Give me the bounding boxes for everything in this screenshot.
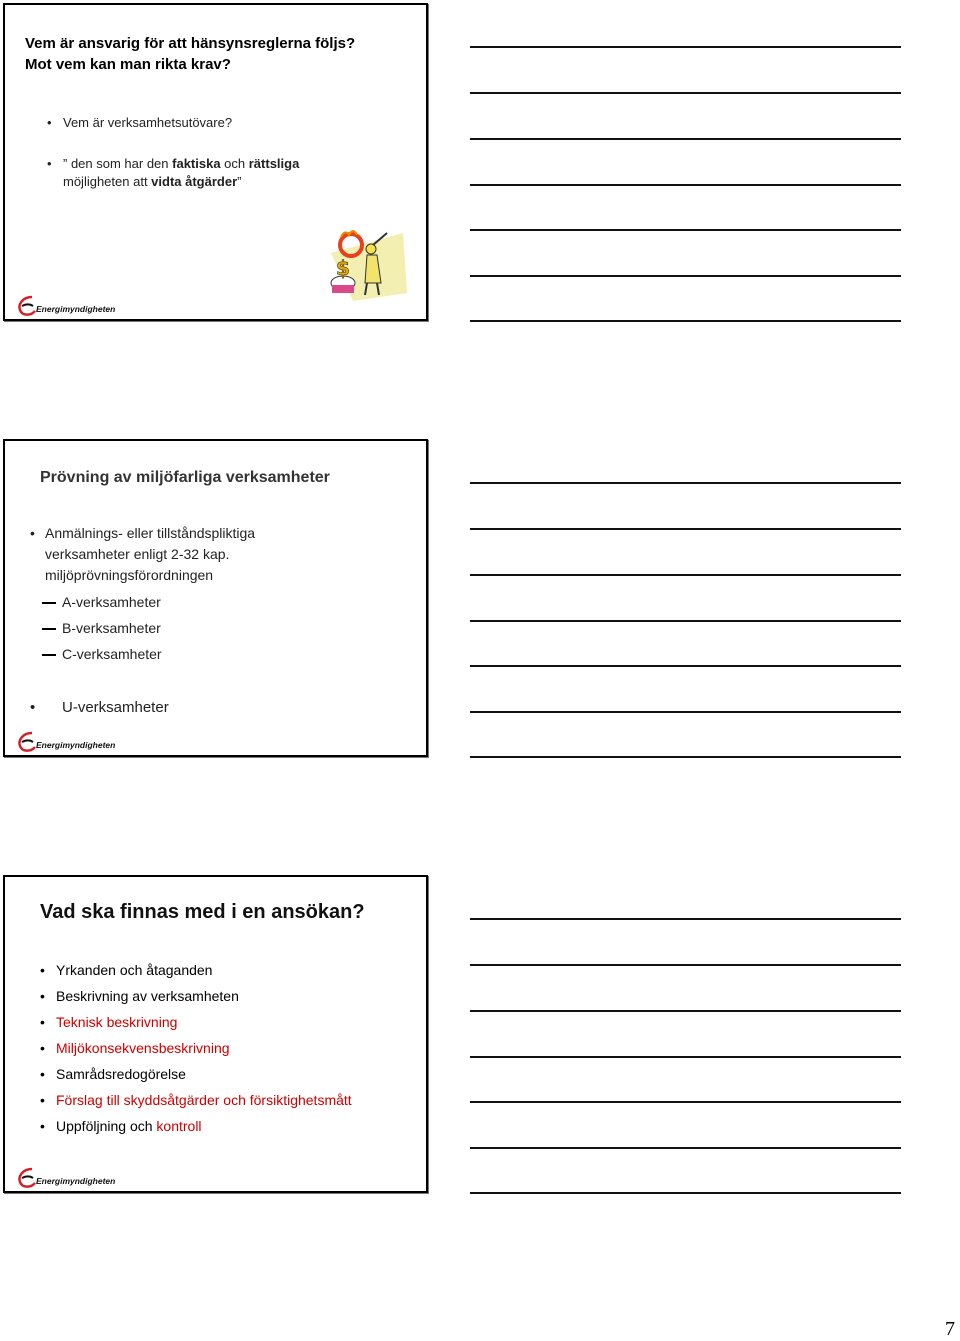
list-item: • Samrådsredogörelse: [56, 1061, 352, 1087]
note-line: [470, 1010, 901, 1012]
sub-item-b: B-verksamheter: [45, 615, 315, 641]
note-line: [470, 665, 901, 667]
note-line: [470, 1147, 901, 1149]
energimyndigheten-logo: [16, 731, 126, 753]
note-line: [470, 918, 901, 920]
list-item: • Yrkanden och åtaganden: [56, 957, 352, 983]
list-item: • Beskrivning av verksamheten: [56, 983, 352, 1009]
slide-3-title: Vad ska finnas med i en ansökan?: [40, 901, 365, 923]
svg-text:Energimyndigheten: Energimyndigheten: [36, 740, 116, 750]
note-line: [470, 756, 901, 758]
bullet-verksamhetsutovare: • Vem är verksamhetsutövare?: [63, 114, 299, 132]
note-line: [470, 92, 901, 94]
list-item: • Miljökonsekvensbeskrivning: [56, 1035, 352, 1061]
note-line: [470, 1192, 901, 1194]
note-line: [470, 711, 901, 713]
slide-3-list: [56, 957, 352, 1139]
energimyndigheten-logo: [16, 1167, 126, 1189]
note-line: [470, 574, 901, 576]
note-line: [470, 46, 901, 48]
slide-3: [3, 875, 428, 1193]
list-item: • Teknisk beskrivning: [56, 1009, 352, 1035]
slide-2-body: [45, 523, 315, 718]
slide-2-title: Prövning av miljöfarliga verksamheter: [40, 469, 330, 486]
note-line: [470, 229, 901, 231]
note-line: [470, 320, 901, 322]
note-line: [470, 620, 901, 622]
slide-2: [3, 439, 428, 757]
circus-performer-icon: [323, 223, 409, 303]
note-line: [470, 184, 901, 186]
slide-1-bullets: [63, 114, 299, 201]
sub-item-c: C-verksamheter: [45, 641, 315, 667]
bullet-definition: • ” den som har den faktiska och rättsliga möjligheten att vidta åtgärder”: [63, 155, 299, 191]
list-item: • Uppföljning och kontroll: [56, 1113, 352, 1139]
note-line: [470, 275, 901, 277]
note-line: [470, 1101, 901, 1103]
bullet-anmalningspliktiga: • Anmälnings- eller tillståndspliktiga verksamheter enligt 2-32 kap. miljöprövningsförordningen: [45, 523, 315, 586]
svg-text:Energimyndigheten: Energimyndigheten: [36, 1176, 116, 1186]
svg-text:Energimyndigheten: Energimyndigheten: [36, 304, 116, 314]
note-line: [470, 964, 901, 966]
slide-1-title: Vem är ansvarig för att hänsynsreglerna följs? Mot vem kan man rikta krav?: [25, 35, 356, 73]
svg-text:$: $: [336, 256, 350, 280]
energimyndigheten-logo: [16, 295, 126, 317]
note-line: [470, 482, 901, 484]
note-line: [470, 1056, 901, 1058]
note-line: [470, 138, 901, 140]
page-number: 7: [945, 1318, 955, 1340]
bullet-u-verksamheter: • U-verksamheter: [45, 697, 315, 718]
sub-item-a: A-verksamheter: [45, 589, 315, 615]
slide-1: [3, 3, 428, 321]
note-line: [470, 528, 901, 530]
list-item: • Förslag till skyddsåtgärder och försiktighetsmått: [56, 1087, 352, 1113]
